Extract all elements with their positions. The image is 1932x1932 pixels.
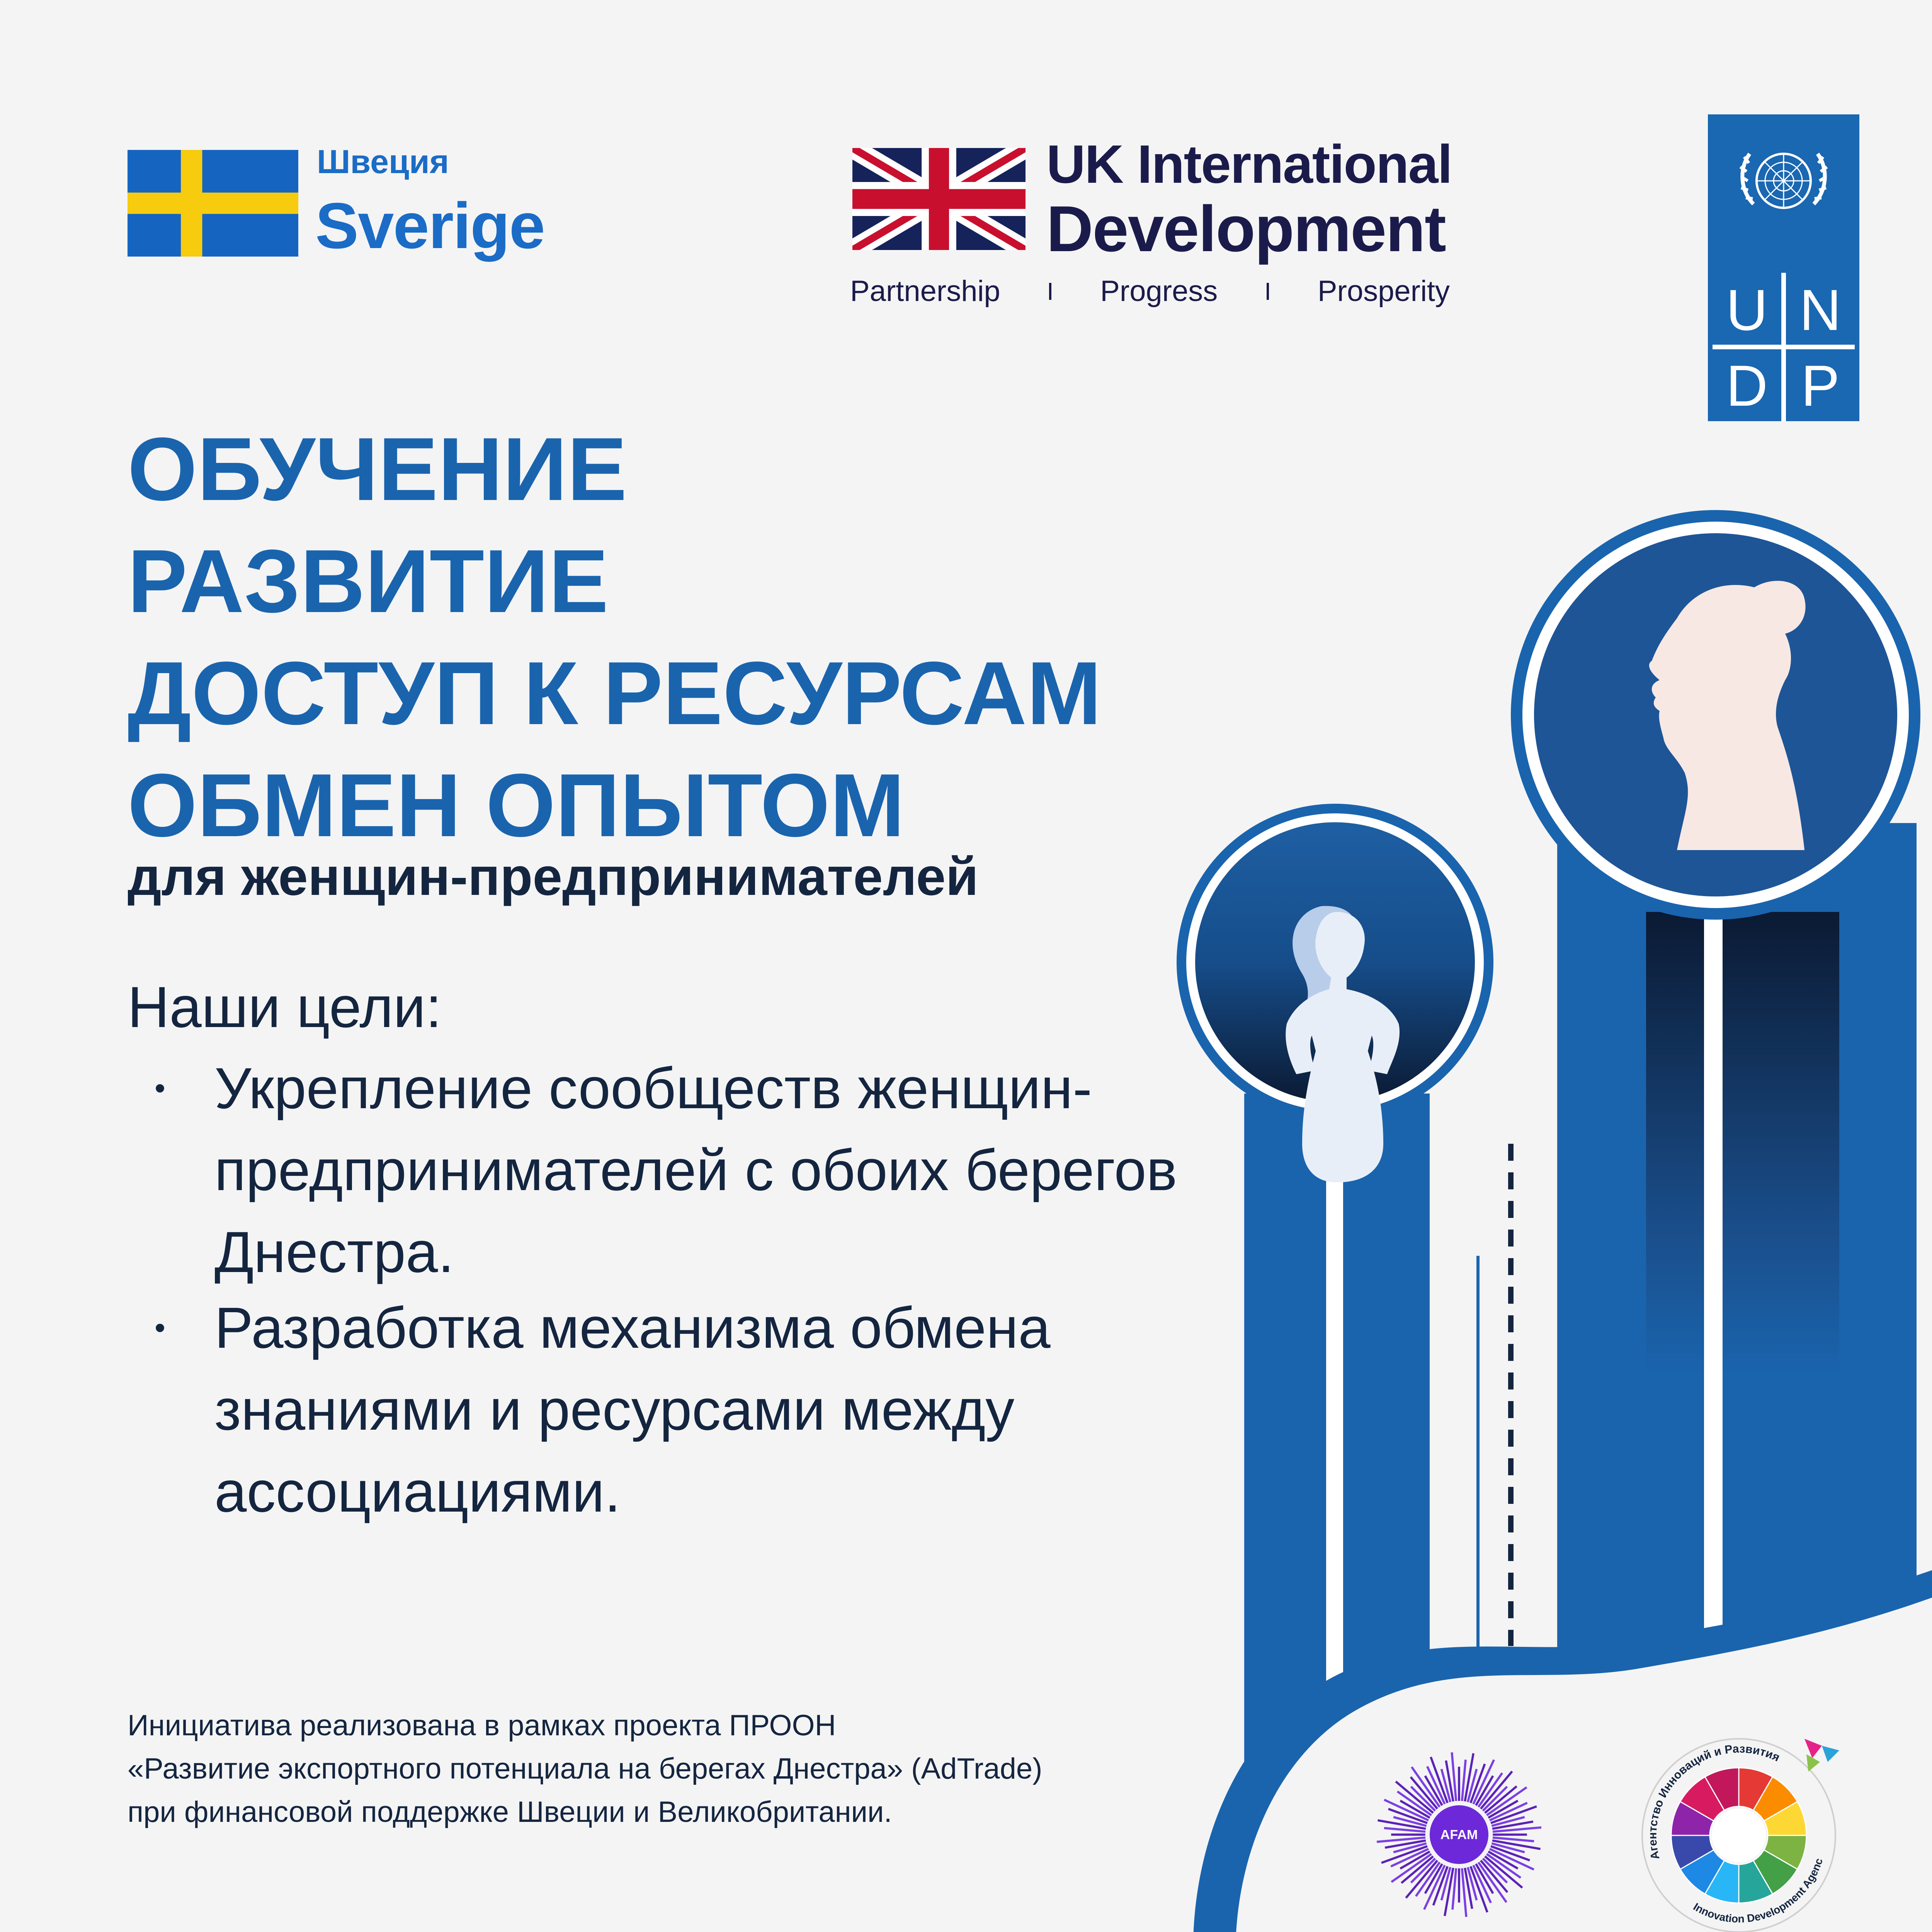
undp-letter: D (1726, 353, 1768, 418)
uk-logo-line1: UK International (1046, 134, 1452, 194)
un-emblem-icon (1708, 130, 1859, 238)
sweden-name-sv: Sverige (315, 189, 545, 262)
uk-logo-line2: Development (1046, 192, 1446, 265)
headline-line: ОБМЕН ОПЫТОМ (128, 755, 905, 855)
sweden-flag-icon (128, 150, 298, 257)
tall-column-dark-band (1646, 912, 1839, 1376)
uk-tagline-divider (1049, 283, 1051, 300)
undp-letters (1713, 273, 1855, 421)
undp-letter: N (1799, 277, 1842, 342)
headline-line: ОБУЧЕНИЕ (128, 419, 627, 519)
ida-ring-icon (1631, 1727, 1847, 1932)
afam-label: AFAM (1440, 1827, 1478, 1842)
goal-item (155, 1287, 1219, 1532)
goals-title: Наши цели: (128, 975, 442, 1039)
uk-tagline-word: Progress (1100, 275, 1218, 308)
goal-text: Разработка механизма обмена знаниями и ресурсами между ассоциациями. (214, 1295, 1051, 1524)
headline-line: РАЗВИТИЕ (128, 531, 609, 631)
ida-top-text: Агентство Инноваций и Развития (1646, 1742, 1782, 1861)
uk-tagline-word: Partnership (850, 275, 1000, 308)
undp-letter: U (1726, 277, 1768, 342)
undp-letter: P (1801, 353, 1840, 418)
headline (128, 413, 1102, 862)
sweden-name-ru: Швеция (317, 143, 449, 180)
footer-note (128, 1704, 1287, 1834)
footer-line: Инициатива реализована в рамках проекта ПРООН (128, 1709, 836, 1742)
uk-tagline-word: Prosperity (1317, 275, 1450, 308)
afam-sunburst-icon (1371, 1747, 1547, 1923)
uk-flag-icon (852, 148, 1026, 250)
bullet-icon: • (155, 1310, 166, 1345)
footer-line: при финансовой поддержке Швеции и Великобритании. (128, 1796, 892, 1828)
ida-bottom-text: Innovation Development Agenc (1691, 1857, 1825, 1925)
footer-line: «Развитие экспортного потенциала на берегах Днестра» (AdTrade) (128, 1752, 1043, 1785)
bullet-icon: • (155, 1071, 166, 1105)
uk-tagline (850, 274, 1450, 308)
headline-subtitle: для женщин-предпринимателей (128, 847, 979, 906)
uk-tagline-divider (1267, 283, 1269, 300)
headline-line: ДОСТУП К РЕСУРСАМ (128, 643, 1102, 743)
goal-item (155, 1047, 1219, 1293)
goal-text: Укрепление сообществ женщин-предпринимателей с обоих берегов Днестра. (214, 1056, 1177, 1284)
undp-logo (1708, 114, 1859, 421)
growth-graphic (1121, 502, 1932, 1932)
